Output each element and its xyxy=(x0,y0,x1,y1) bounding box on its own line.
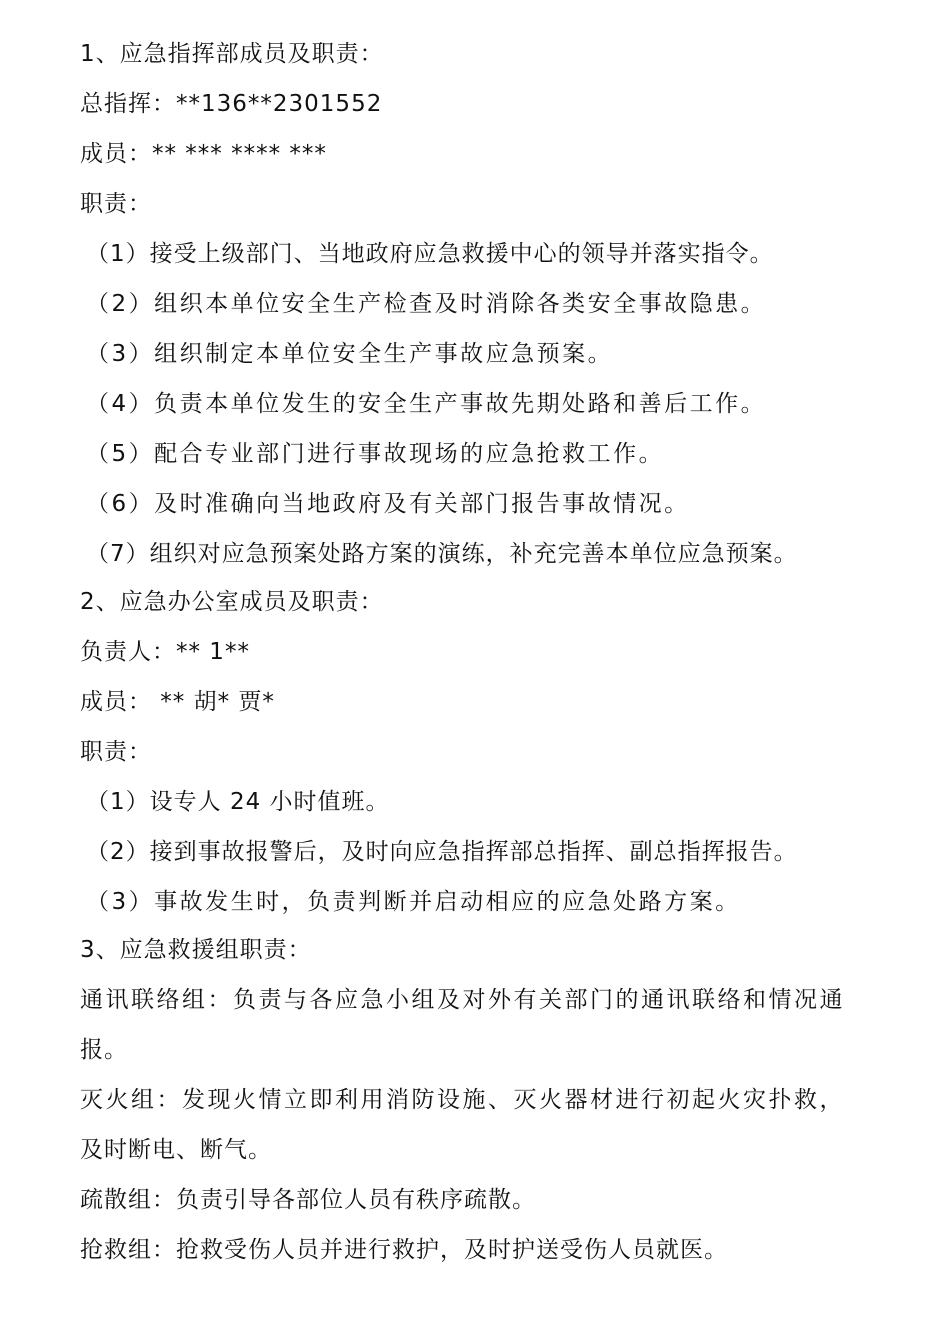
command-duties-label: 职责： xyxy=(80,191,152,217)
command-duty-item: （2）组织本单位安全生产检查及时消除各类安全事故隐患。 xyxy=(86,291,767,317)
commander-line: 总指挥：**136**2301552 xyxy=(80,91,383,117)
section-1-heading: 1、应急指挥部成员及职责： xyxy=(80,41,384,67)
office-members-line: 成员： ** 胡* 贾* xyxy=(80,689,275,715)
rescue-group-line: 报。 xyxy=(80,1037,128,1063)
office-duties-label: 职责： xyxy=(80,739,152,765)
office-duty-item: （1）设专人 24 小时值班。 xyxy=(86,789,390,815)
command-duty-item: （5）配合专业部门进行事故现场的应急抢救工作。 xyxy=(86,441,665,467)
command-duty-item: （3）组织制定本单位安全生产事故应急预案。 xyxy=(86,341,614,367)
rescue-group-line: 灭火组：发现火情立即利用消防设施、灭火器材进行初起火灾扑救， xyxy=(80,1087,845,1113)
office-leader-line: 负责人：** 1** xyxy=(80,639,250,665)
command-duty-item: （7）组织对应急预案处路方案的演练，补充完善本单位应急预案。 xyxy=(86,541,798,567)
command-duty-item: （6）及时准确向当地政府及有关部门报告事故情况。 xyxy=(86,491,690,517)
command-duty-item: （4）负责本单位发生的安全生产事故先期处路和善后工作。 xyxy=(86,391,767,417)
rescue-group-line: 通讯联络组：负责与各应急小组及对外有关部门的通讯联络和情况通 xyxy=(80,987,845,1013)
rescue-group-line: 抢救组：抢救受伤人员并进行救护，及时护送受伤人员就医。 xyxy=(80,1237,728,1263)
command-duty-item: （1）接受上级部门、当地政府应急救援中心的领导并落实指令。 xyxy=(86,241,774,267)
section-2-heading: 2、应急办公室成员及职责： xyxy=(80,589,384,615)
rescue-group-line: 及时断电、断气。 xyxy=(80,1137,272,1163)
command-members-line: 成员：** *** **** *** xyxy=(80,141,327,167)
section-3-heading: 3、应急救援组职责： xyxy=(80,937,312,963)
office-duty-item: （2）接到事故报警后，及时向应急指挥部总指挥、副总指挥报告。 xyxy=(86,839,798,865)
office-duty-item: （3）事故发生时，负责判断并启动相应的应急处路方案。 xyxy=(86,889,741,915)
rescue-group-line: 疏散组：负责引导各部位人员有秩序疏散。 xyxy=(80,1187,536,1213)
